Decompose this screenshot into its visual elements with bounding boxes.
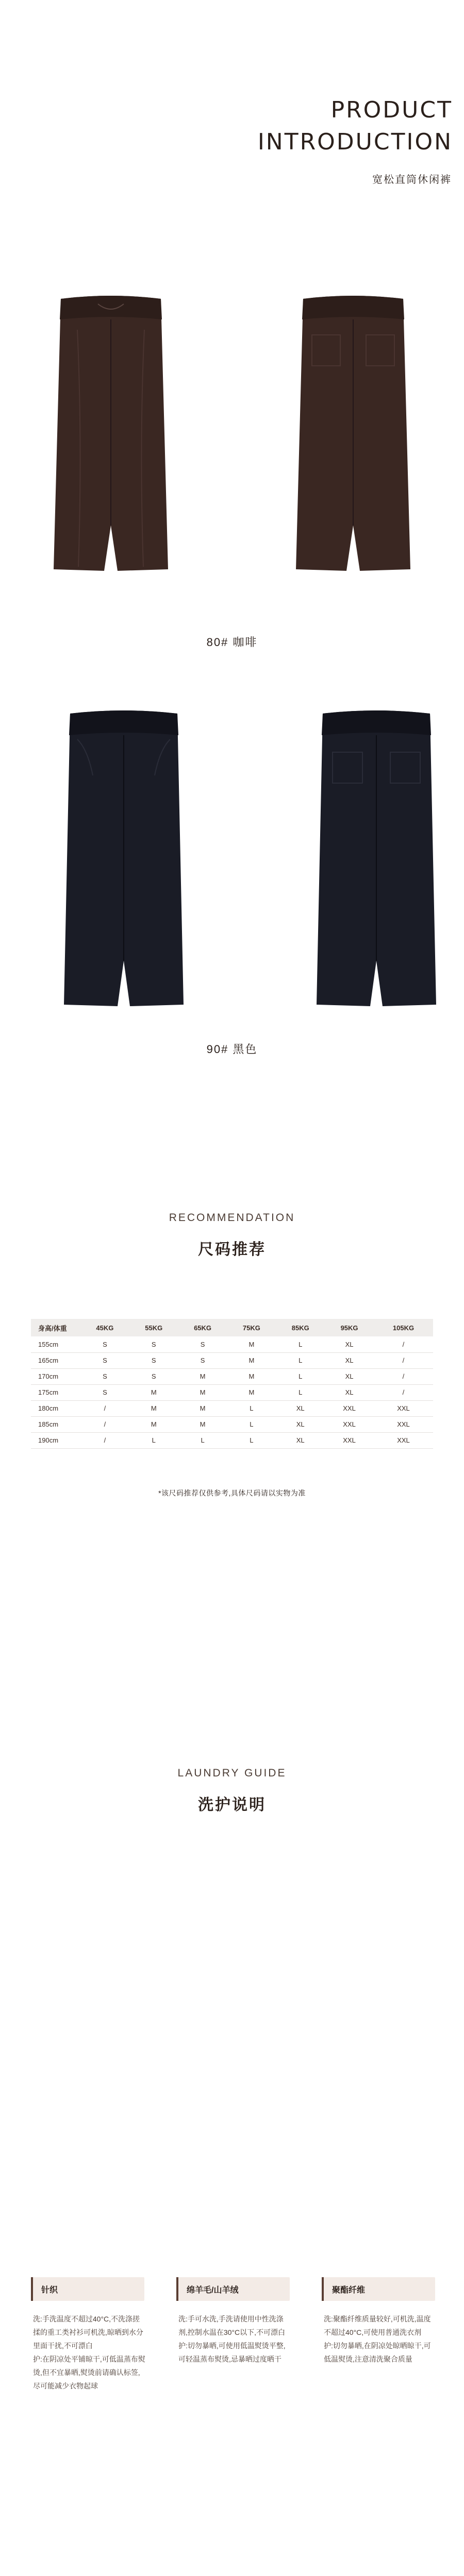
size-value-cell: XXL: [374, 1416, 433, 1432]
size-value-cell: /: [374, 1384, 433, 1400]
size-value-cell: S: [129, 1368, 178, 1384]
header-subtitle: 宽松直筒休闲裤: [372, 174, 452, 185]
size-height-cell: 165cm: [31, 1352, 80, 1368]
table-row: [31, 1368, 433, 1384]
size-table-header-row: [31, 1319, 433, 1336]
size-value-cell: M: [129, 1400, 178, 1416]
size-value-cell: XL: [325, 1384, 374, 1400]
size-value-cell: L: [227, 1416, 276, 1432]
size-value-cell: L: [276, 1336, 325, 1352]
laundry-card-text: 洗:手可水洗,手洗请使用中性洗涤剂,控制水温在30°C以下,不可漂白 护:切勿暴晒,可使用低温熨烫平整,可轻温蒸布熨烫,忌暴晒过度晒干: [178, 2315, 286, 2363]
size-value-cell: XL: [325, 1368, 374, 1384]
color-caption-black: 90# 黑色: [206, 1043, 258, 1056]
header-title-line2: INTRODUCTION: [257, 129, 453, 155]
laundry-card-title: [31, 2277, 144, 2301]
size-value-cell: M: [178, 1400, 227, 1416]
table-row: [31, 1432, 433, 1448]
laundry-card-title: [176, 2277, 290, 2301]
size-value-cell: L: [178, 1432, 227, 1448]
size-table-header: 75KG: [227, 1319, 276, 1336]
size-table-header: 身高/体重: [31, 1319, 80, 1336]
size-value-cell: M: [227, 1336, 276, 1352]
size-value-cell: /: [374, 1336, 433, 1352]
size-value-cell: XXL: [374, 1432, 433, 1448]
product-image-brown-back: [289, 289, 418, 577]
laundry-card-title: [322, 2277, 435, 2301]
size-value-cell: S: [129, 1336, 178, 1352]
size-value-cell: M: [227, 1368, 276, 1384]
size-value-cell: M: [227, 1384, 276, 1400]
size-table-header: 95KG: [325, 1319, 374, 1336]
size-value-cell: L: [276, 1352, 325, 1368]
size-value-cell: L: [227, 1432, 276, 1448]
size-table: [31, 1319, 433, 1449]
size-value-cell: S: [80, 1352, 129, 1368]
size-value-cell: /: [374, 1352, 433, 1368]
size-value-cell: XL: [276, 1400, 325, 1416]
size-height-cell: 180cm: [31, 1400, 80, 1416]
laundry-card-accent: [322, 2277, 324, 2301]
size-height-cell: 170cm: [31, 1368, 80, 1384]
size-table-header: 105KG: [374, 1319, 433, 1336]
size-value-cell: S: [80, 1368, 129, 1384]
size-note: *该尺码推荐仅供参考,具体尺码请以实物为准: [158, 1489, 306, 1497]
size-table-header: 65KG: [178, 1319, 227, 1336]
table-row: [31, 1416, 433, 1432]
header-title-line1: PRODUCT: [330, 97, 453, 123]
product-image-black-back: [309, 703, 443, 1012]
size-value-cell: XXL: [374, 1400, 433, 1416]
table-row: [31, 1400, 433, 1416]
laundry-card-accent: [176, 2277, 178, 2301]
size-table-header: 55KG: [129, 1319, 178, 1336]
size-value-cell: XXL: [325, 1432, 374, 1448]
size-value-cell: L: [276, 1384, 325, 1400]
product-image-brown-front: [46, 289, 175, 577]
size-table-header: 85KG: [276, 1319, 325, 1336]
size-value-cell: S: [178, 1336, 227, 1352]
size-value-cell: M: [227, 1352, 276, 1368]
laundry-card-accent: [31, 2277, 33, 2301]
size-value-cell: S: [80, 1384, 129, 1400]
product-image-black-front: [57, 703, 191, 1012]
size-value-cell: XXL: [325, 1400, 374, 1416]
size-value-cell: XL: [325, 1336, 374, 1352]
size-value-cell: /: [80, 1400, 129, 1416]
size-table-header: 45KG: [80, 1319, 129, 1336]
color-caption-brown: 80# 咖啡: [206, 636, 258, 649]
table-row: [31, 1336, 433, 1352]
table-row: [31, 1352, 433, 1368]
table-row: [31, 1384, 433, 1400]
laundry-title-zh: 洗护说明: [198, 1797, 266, 1814]
laundry-card-text: 洗:聚酯纤维质量较好,可机洗,温度不超过40°C,可使用普通洗衣剂 护:切勿暴晒,在阴凉处晾晒晾干,可低温熨烫,注意清洗聚合质量: [324, 2315, 431, 2363]
size-value-cell: L: [129, 1432, 178, 1448]
size-value-cell: S: [80, 1336, 129, 1352]
size-height-cell: 185cm: [31, 1416, 80, 1432]
size-value-cell: S: [129, 1352, 178, 1368]
size-value-cell: S: [178, 1352, 227, 1368]
size-value-cell: M: [178, 1368, 227, 1384]
size-height-cell: 175cm: [31, 1384, 80, 1400]
size-value-cell: L: [227, 1400, 276, 1416]
size-height-cell: 190cm: [31, 1432, 80, 1448]
size-value-cell: XL: [276, 1432, 325, 1448]
laundry-title-en: LAUNDRY GUIDE: [177, 1767, 287, 1779]
size-value-cell: XL: [276, 1416, 325, 1432]
laundry-card-label: 绵羊毛/山羊绒: [187, 2285, 239, 2295]
size-height-cell: 155cm: [31, 1336, 80, 1352]
size-value-cell: M: [178, 1384, 227, 1400]
size-value-cell: /: [374, 1368, 433, 1384]
laundry-card-label: 针织: [41, 2285, 58, 2295]
size-value-cell: M: [178, 1416, 227, 1432]
laundry-card-label: 聚酯纤维: [332, 2285, 366, 2295]
size-value-cell: M: [129, 1384, 178, 1400]
size-value-cell: /: [80, 1416, 129, 1432]
size-value-cell: M: [129, 1416, 178, 1432]
recommendation-title-zh: 尺码推荐: [198, 1241, 266, 1258]
size-value-cell: L: [276, 1368, 325, 1384]
size-value-cell: /: [80, 1432, 129, 1448]
laundry-card-text: 洗:手洗温度不超过40°C,不洗涤搓揉的重工类衬衫可机洗,晾晒到水分里面干扰,不可漂白 护:在阴凉处平铺晾干,可低温蒸布熨烫,但不宜暴晒,熨烫前请确认标签,尽可能减少衣物起球: [33, 2315, 145, 2390]
size-value-cell: XL: [325, 1352, 374, 1368]
recommendation-title-en: RECOMMENDATION: [169, 1212, 295, 1224]
size-value-cell: XXL: [325, 1416, 374, 1432]
